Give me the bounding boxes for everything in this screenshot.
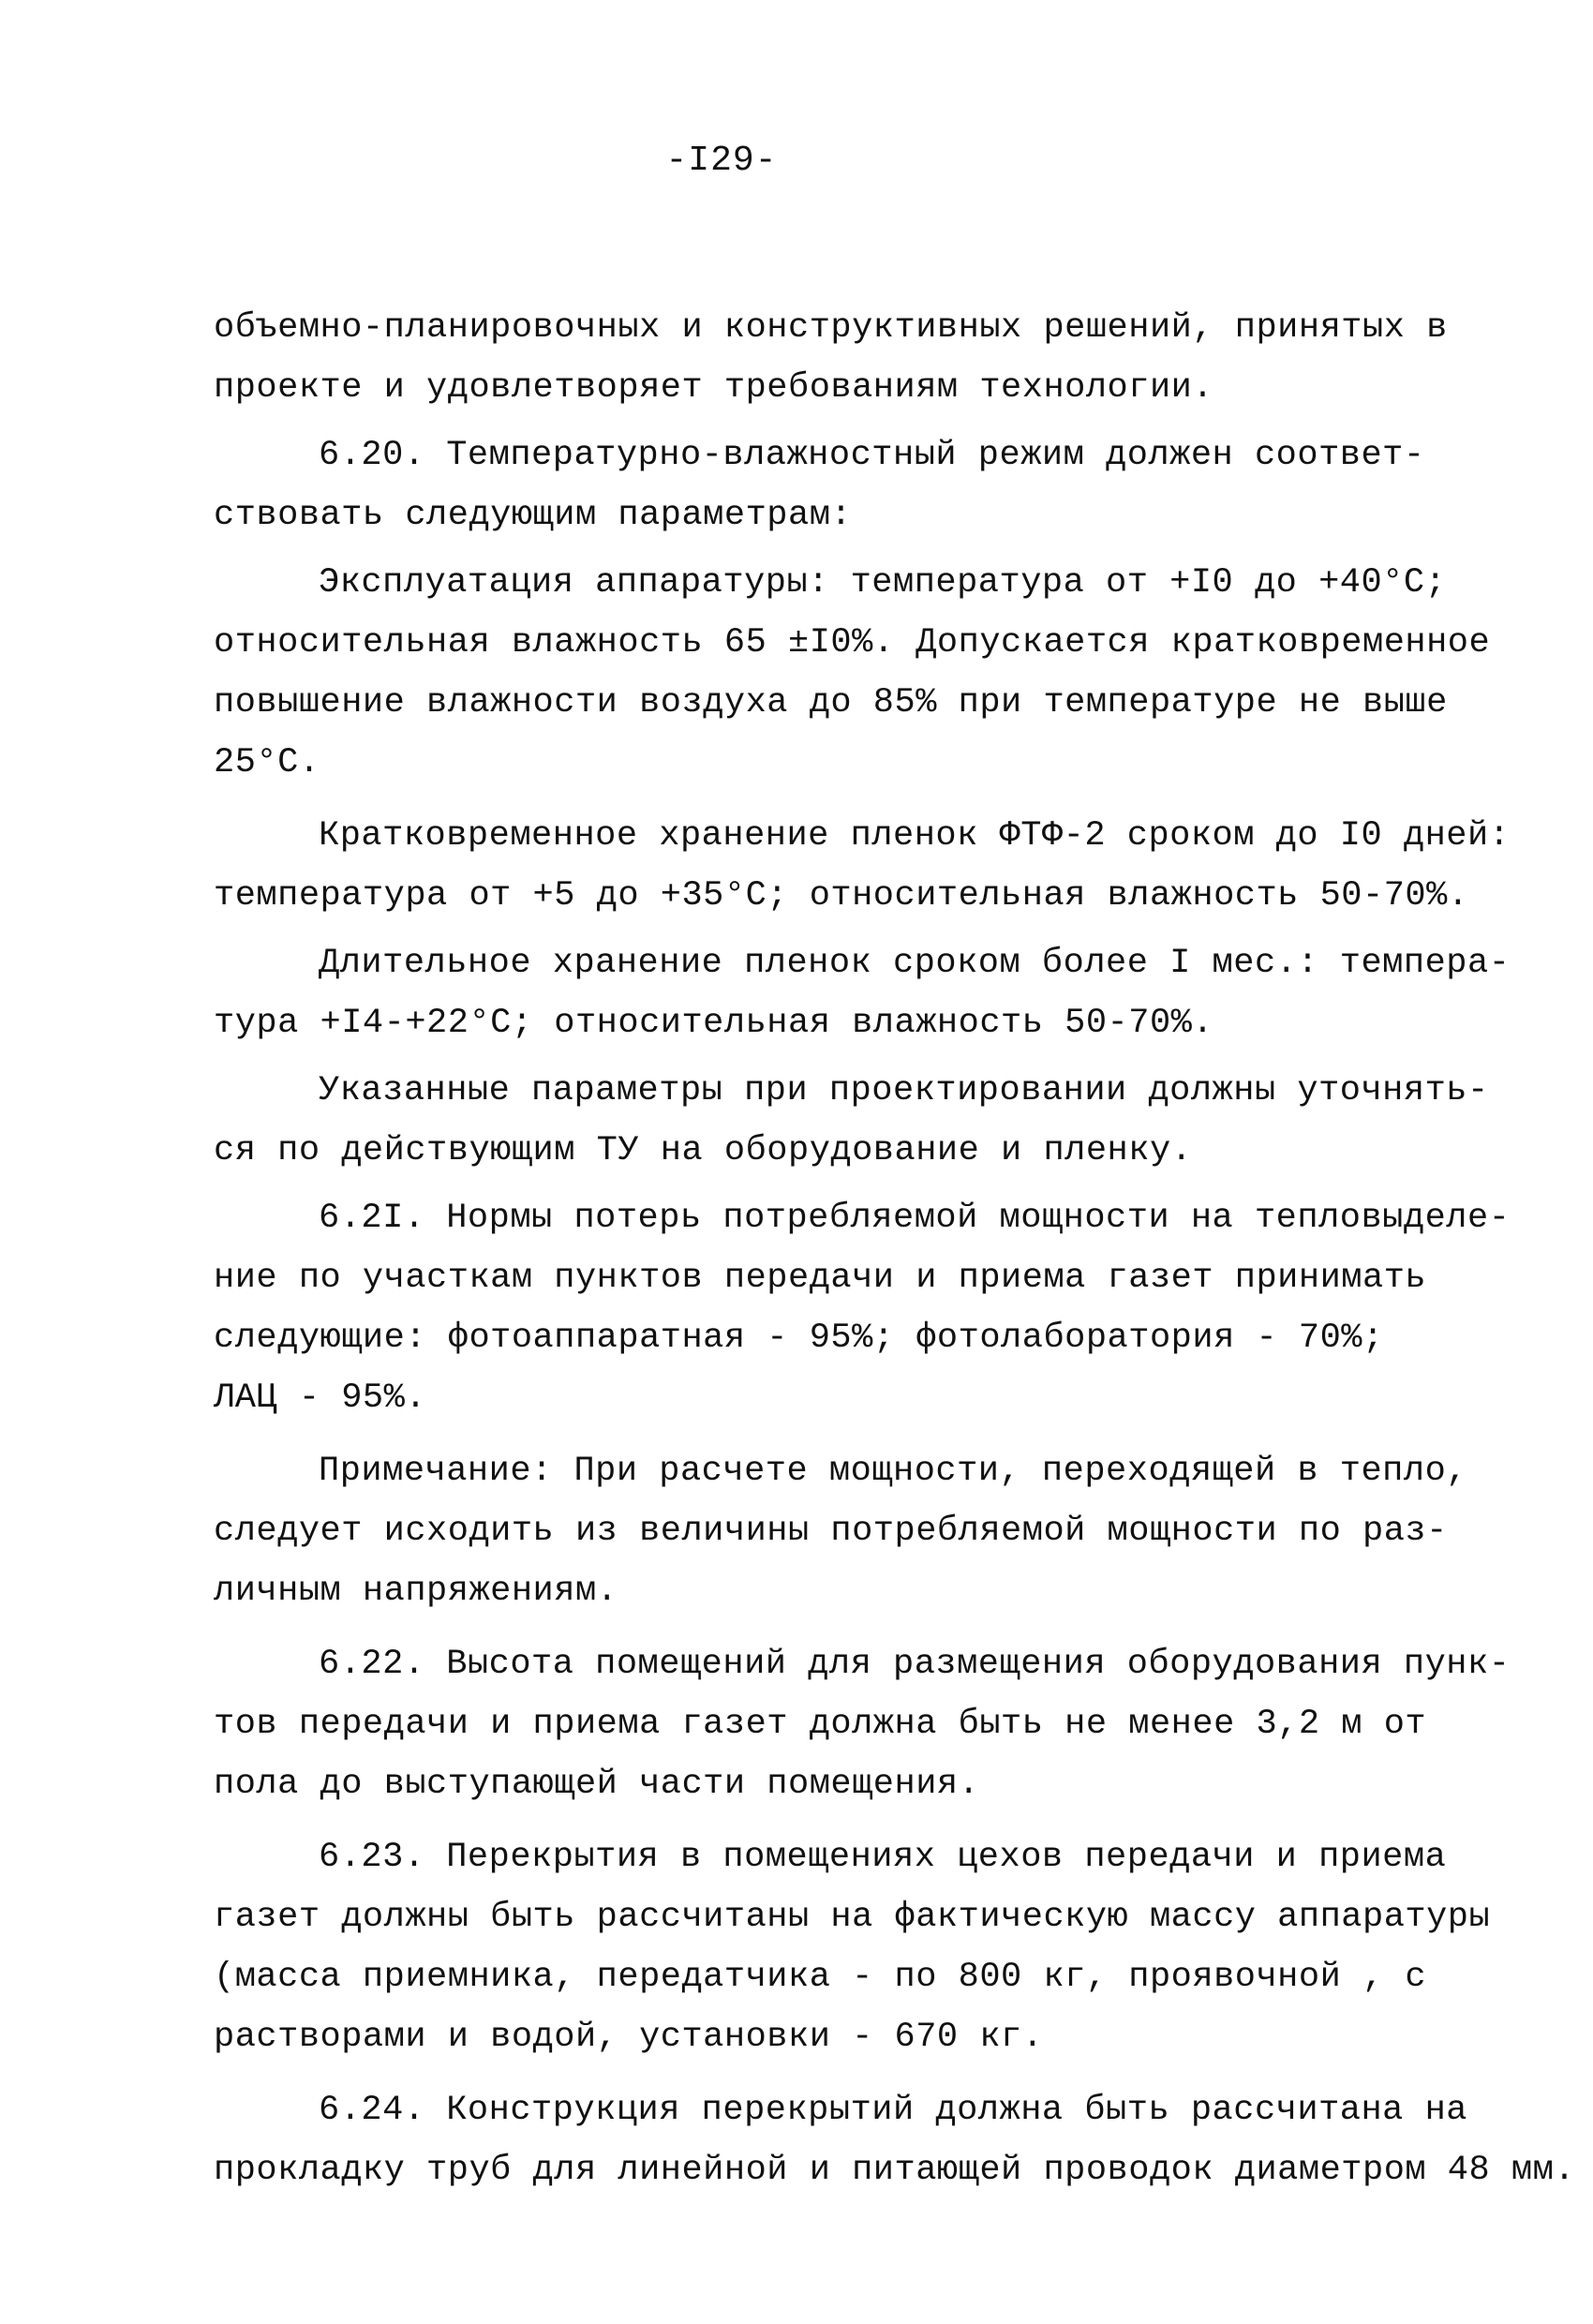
operation-conditions-start: Эксплуатация аппаратуры: температура от +I0 до +40°С; — [319, 563, 1447, 603]
text-line: газет должны быть рассчитаны на фактическую массу аппаратуры — [214, 1898, 1491, 1937]
text-line: (масса приемника, передатчика - по 800 кг, проявочной , с — [214, 1958, 1427, 1997]
text-line: прокладку труб для линейной и питающей проводок диаметром 48 мм. — [214, 2151, 1576, 2190]
document-body — [214, 298, 1576, 2200]
text-line: пола до выступающей части помещения. — [214, 1765, 980, 1804]
text-line: личным напряжениям. — [214, 1572, 618, 1611]
text-line: объемно-планировочных и конструктивных решений, принятых в — [214, 308, 1448, 348]
text-line: следующие: фотоаппаратная - 95%; фотолаборатория - 70%; — [214, 1318, 1384, 1358]
text-line: растворами и водой, установки - 670 кг. — [214, 2018, 1044, 2057]
section-6-20-start: 6.20. Температурно-влажностный режим должен соответ- — [319, 436, 1425, 475]
section-6-24-start: 6.24. Конструкция перекрытий должна быть рассчитана на — [319, 2091, 1467, 2130]
page-number: -I29- — [665, 141, 778, 181]
text-line: проекте и удовлетворяет требованиям технологии. — [214, 368, 1214, 408]
short-storage-start: Кратковременное хранение пленок ФТФ-2 сроком до I0 дней: — [319, 816, 1511, 856]
text-line: следует исходить из величины потребляемой мощности по раз- — [214, 1512, 1448, 1551]
text-line: относительная влажность 65 ±I0%. Допускается кратковременное — [214, 623, 1491, 663]
section-6-21-start: 6.2I. Нормы потерь потребляемой мощности на тепловыделе- — [319, 1199, 1511, 1238]
parameters-note-start: Указанные параметры при проектировании должны уточнять- — [319, 1071, 1489, 1110]
text-line: ние по участкам пунктов передачи и приема газет принимать — [214, 1259, 1427, 1298]
text-line: повышение влажности воздуха до 85% при температуре не выше — [214, 683, 1448, 723]
text-line: температура от +5 до +35°С; относительная влажность 50-70%. — [214, 876, 1469, 916]
long-storage-start: Длительное хранение пленок сроком более I мес.: темпера- — [319, 944, 1511, 983]
section-6-23-start: 6.23. Перекрытия в помещениях цехов передачи и приема — [319, 1838, 1447, 1877]
text-line: тура +I4-+22°С; относительная влажность 50-70%. — [214, 1004, 1214, 1043]
text-line: ся по действующим ТУ на оборудование и пленку. — [214, 1131, 1193, 1170]
text-line: тов передачи и приема газет должна быть не менее 3,2 м от — [214, 1705, 1427, 1744]
remark-start: Примечание: При расчете мощности, переходящей в тепло, — [319, 1452, 1467, 1491]
text-line: ЛАЦ - 95%. — [214, 1378, 427, 1418]
text-line: ствовать следующим параметрам: — [214, 496, 853, 535]
text-line: 25°С. — [214, 743, 320, 782]
section-6-22-start: 6.22. Высота помещений для размещения оборудования пунк- — [319, 1645, 1511, 1684]
